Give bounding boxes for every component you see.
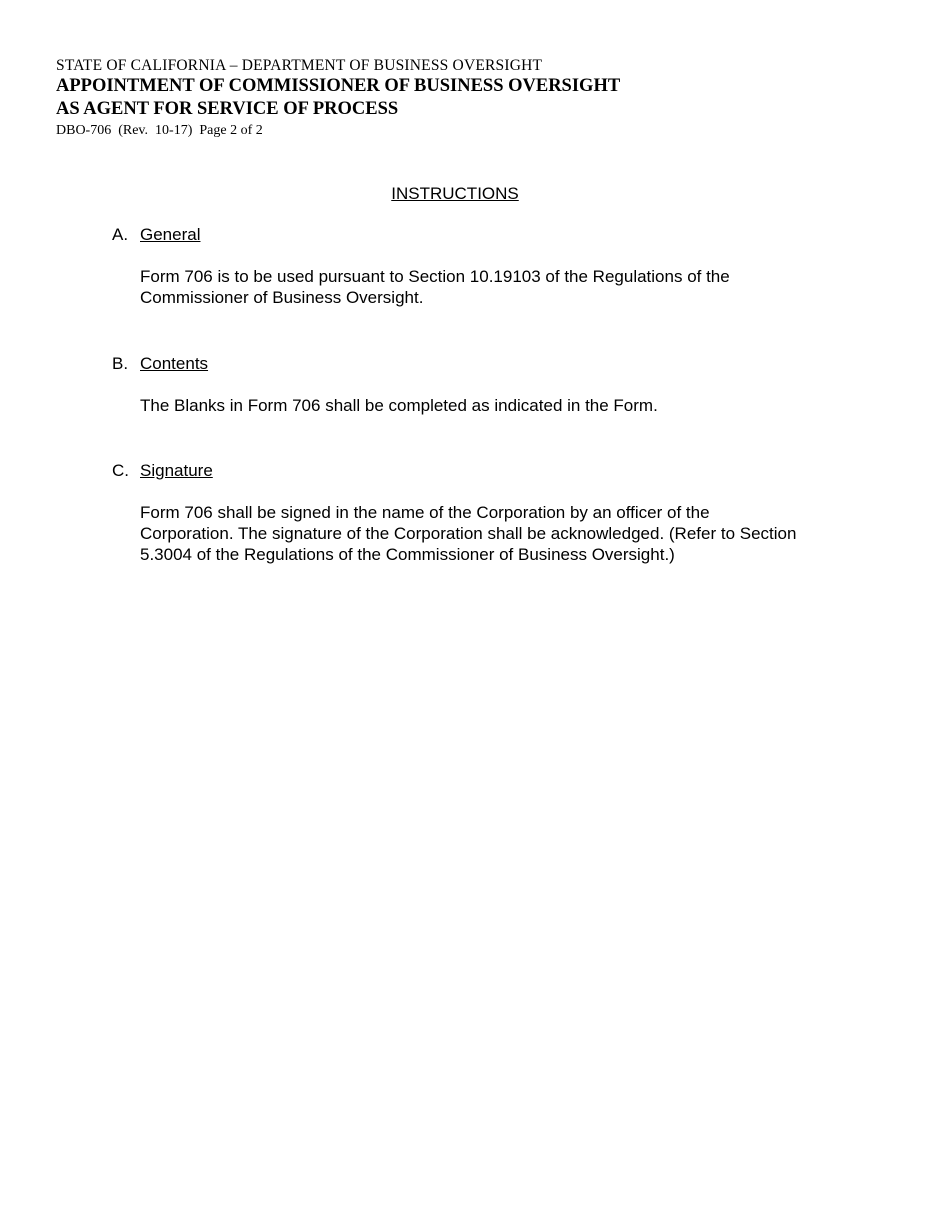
- section-body: Form 706 is to be used pursuant to Section 10.19103 of the Regulations of the Commissioner of Business Oversight.: [140, 267, 730, 307]
- instructions-heading-text: INSTRUCTIONS: [391, 184, 519, 203]
- section-general: [112, 224, 832, 308]
- form-id: DBO-706 (Rev. 10-17) Page 2 of 2: [56, 123, 263, 138]
- form-title-line-2: AS AGENT FOR SERVICE OF PROCESS: [56, 99, 399, 119]
- section-contents: [112, 353, 832, 416]
- section-letter: B.: [112, 354, 129, 373]
- form-title-line-1: APPOINTMENT OF COMMISSIONER OF BUSINESS OVERSIGHT: [56, 76, 621, 96]
- section-letter: C.: [112, 461, 129, 480]
- section-letter: A.: [112, 225, 129, 244]
- section-body: Form 706 shall be signed in the name of the Corporation by an officer of the Corporation. The signature of the Corporation shall be acknowledged. (Refer to Section 5.3004 of the Regulations of the Commissioner of Business Oversight.): [140, 503, 797, 564]
- section-title: Contents: [140, 354, 209, 373]
- document-header: [56, 57, 620, 140]
- agency-line: STATE OF CALIFORNIA – DEPARTMENT OF BUSINESS OVERSIGHT: [56, 57, 543, 74]
- instructions-heading: [0, 184, 910, 204]
- section-title: General: [140, 225, 201, 244]
- section-title: Signature: [140, 461, 213, 480]
- section-signature: [112, 460, 832, 565]
- section-body: The Blanks in Form 706 shall be completed as indicated in the Form.: [140, 396, 658, 415]
